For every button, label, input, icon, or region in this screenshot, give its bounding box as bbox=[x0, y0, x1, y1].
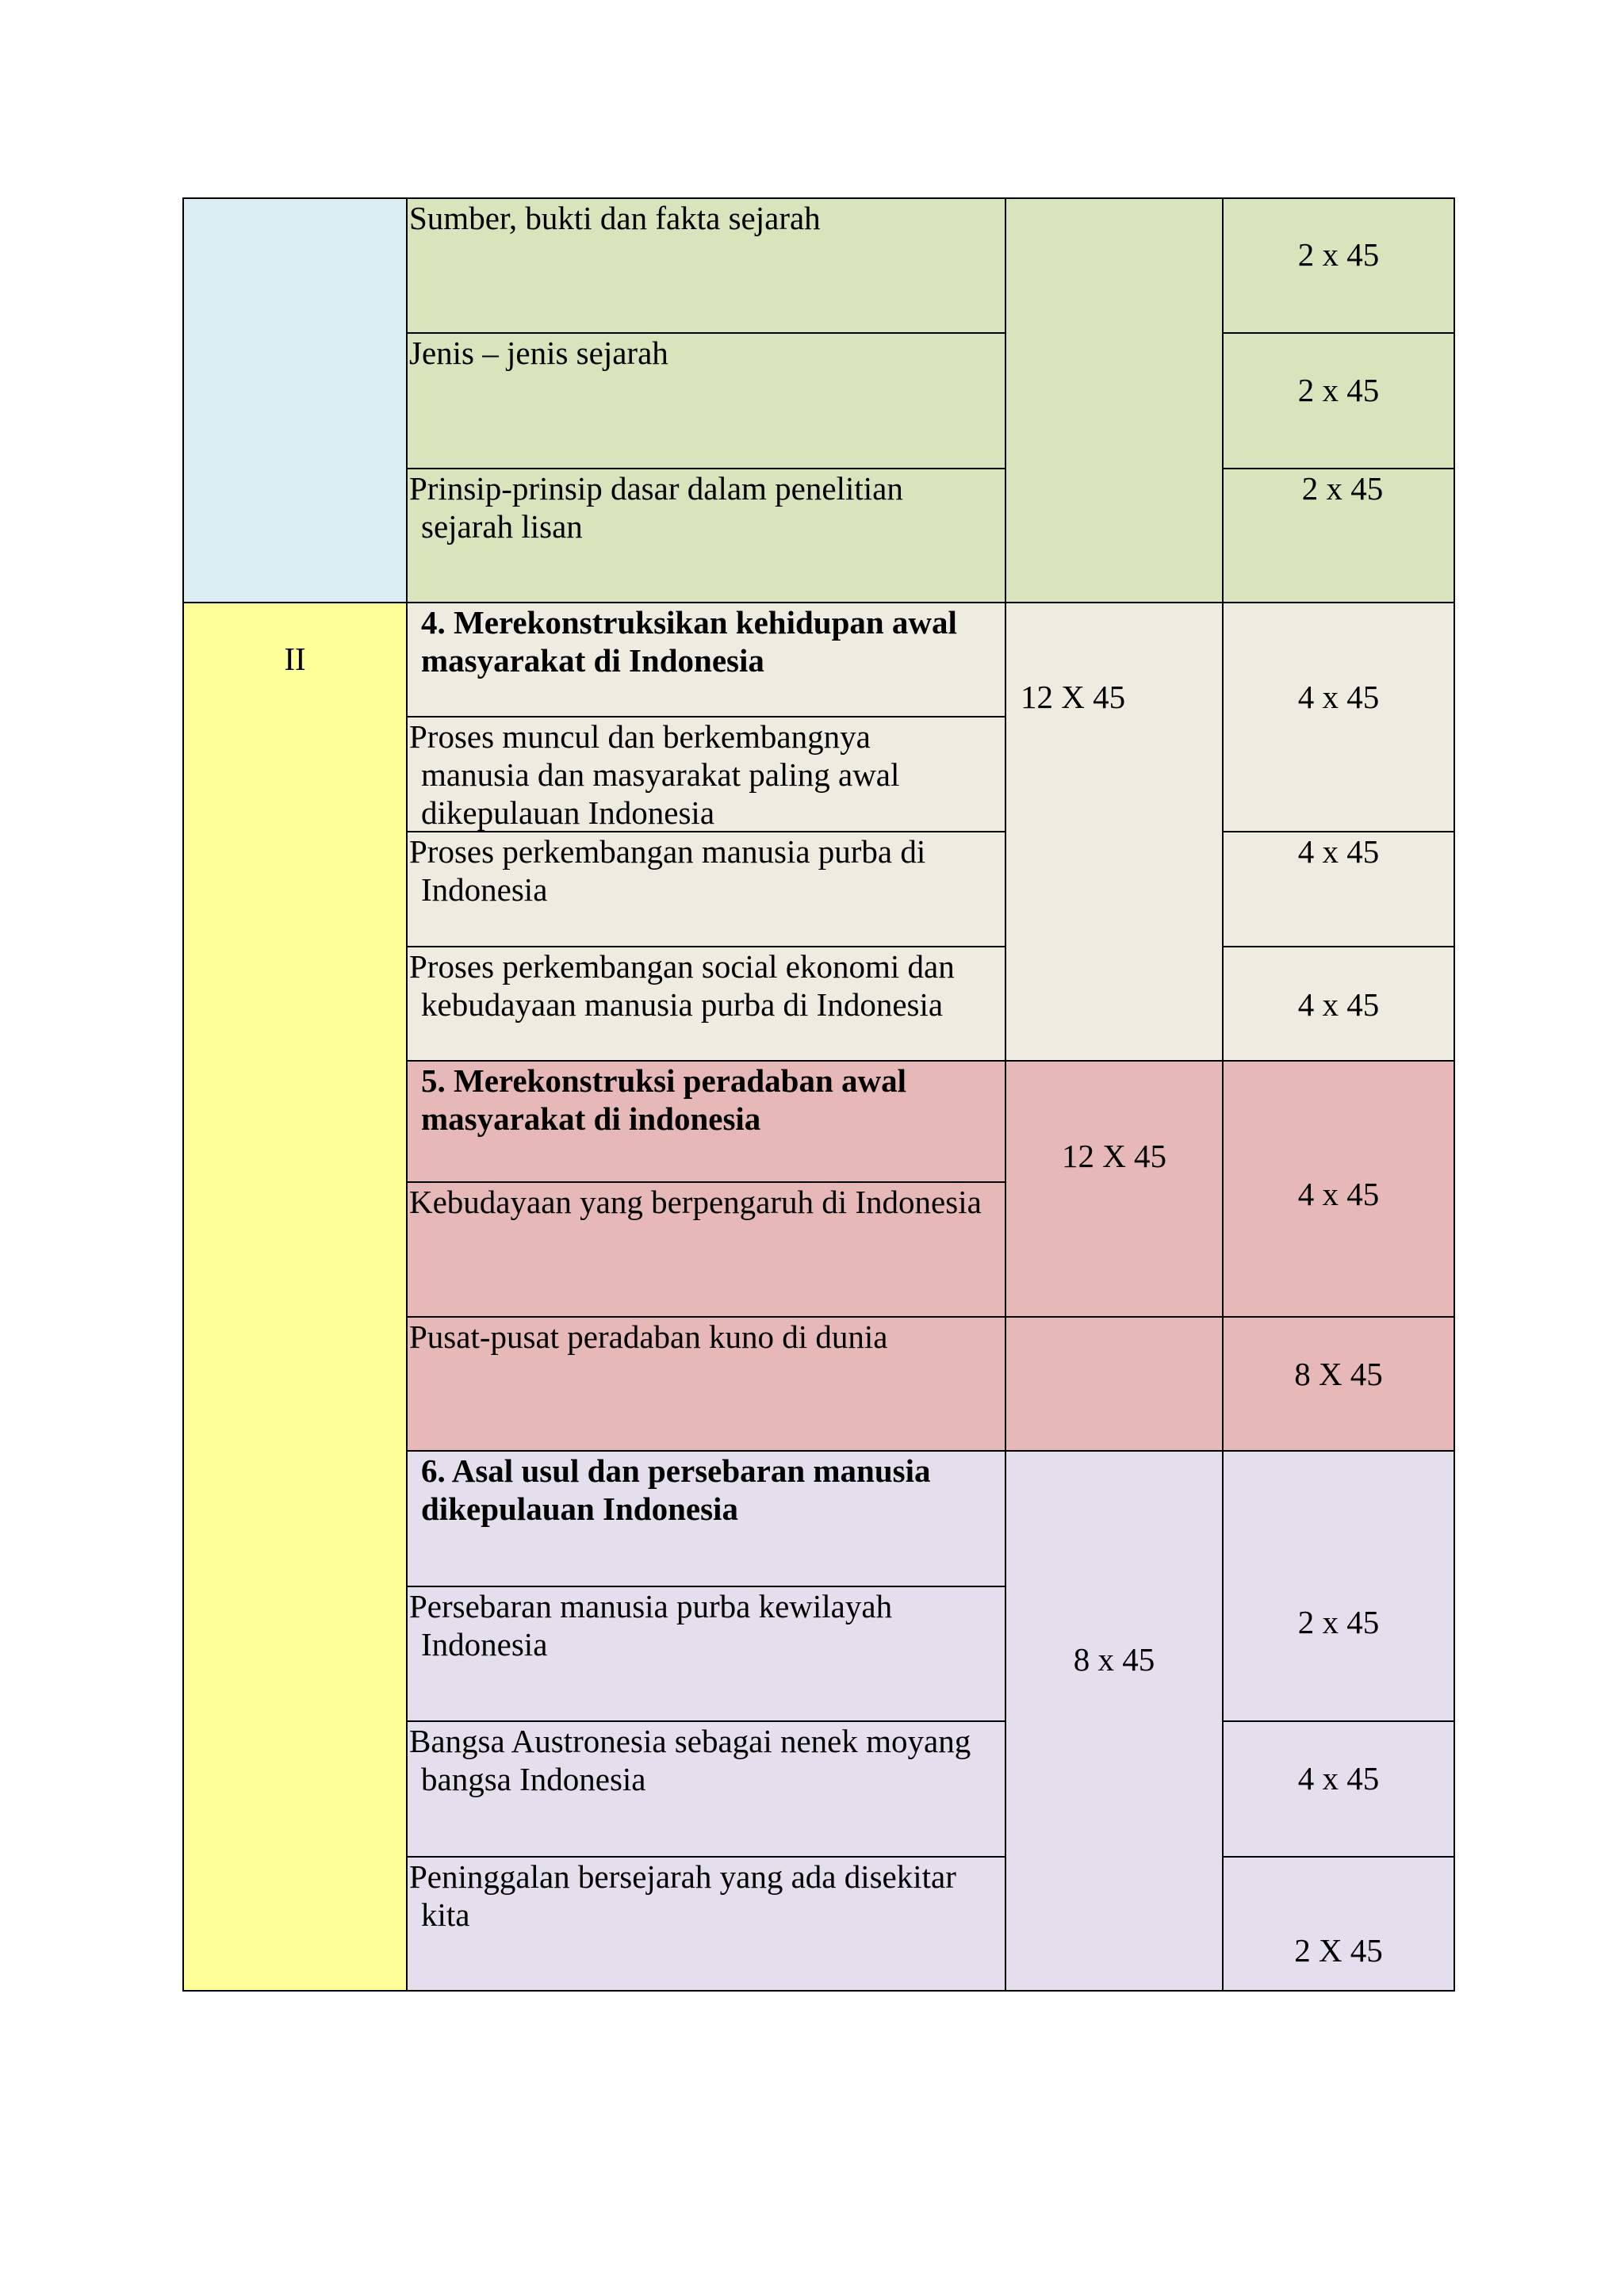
section-heading-text: 4. Merekonstruksikan kehidupan awal masyarakat di Indonesia bbox=[421, 604, 957, 679]
total-time-text: 12 X 45 bbox=[1021, 679, 1126, 715]
time-allocation-text: 2 X 45 bbox=[1294, 1932, 1383, 1969]
semester-cell bbox=[182, 602, 408, 1992]
topic-cell bbox=[406, 1316, 1006, 1452]
section-heading-text: 5. Merekonstruksi peradaban awal masyarakat di indonesia bbox=[421, 1062, 907, 1137]
time-allocation-text: 2 x 45 bbox=[1297, 372, 1380, 408]
topic-cell bbox=[406, 716, 1006, 832]
time-allocation-text: 4 x 45 bbox=[1297, 1760, 1380, 1797]
topic-text: Proses muncul dan berkembangnya manusia dan masyarakat paling awal dikepulauan Indonesia bbox=[409, 718, 900, 831]
time-allocation-cell bbox=[1222, 1720, 1455, 1858]
time-allocation-text: 4 x 45 bbox=[1297, 1176, 1380, 1212]
topic-text: Jenis – jenis sejarah bbox=[409, 335, 668, 371]
time-allocation-text: 2 x 45 bbox=[1301, 470, 1384, 507]
time-allocation-text: 4 x 45 bbox=[1297, 679, 1380, 715]
topic-cell bbox=[406, 332, 1006, 469]
time-allocation-cell bbox=[1222, 946, 1455, 1062]
total-time-cell bbox=[1005, 1060, 1224, 1318]
topic-text: Proses perkembangan social ekonomi dan kebudayaan manusia purba di Indonesia bbox=[409, 948, 955, 1023]
time-allocation-cell bbox=[1222, 468, 1455, 603]
total-time-cell bbox=[1005, 1316, 1224, 1452]
topic-text: Sumber, bukti dan fakta sejarah bbox=[409, 200, 821, 236]
section-heading-cell bbox=[406, 602, 1006, 718]
topic-cell bbox=[406, 1181, 1006, 1318]
topic-cell bbox=[406, 1586, 1006, 1722]
time-allocation-cell bbox=[1222, 831, 1455, 947]
total-time-cell bbox=[1005, 197, 1224, 603]
topic-text: Peninggalan bersejarah yang ada disekitar kita bbox=[409, 1858, 956, 1933]
topic-cell bbox=[406, 1720, 1006, 1858]
time-allocation-text: 2 x 45 bbox=[1297, 1604, 1380, 1640]
topic-text: Pusat-pusat peradaban kuno di dunia bbox=[409, 1318, 888, 1355]
topic-text: Persebaran manusia purba kewilayah Indonesia bbox=[409, 1588, 893, 1663]
time-allocation-cell bbox=[1222, 332, 1455, 469]
time-allocation-text: 8 X 45 bbox=[1294, 1356, 1383, 1392]
total-time-cell bbox=[1005, 602, 1224, 1062]
section-heading-text: 6. Asal usul dan persebaran manusia dikepulauan Indonesia bbox=[421, 1452, 931, 1527]
topic-cell bbox=[406, 946, 1006, 1062]
time-allocation-cell bbox=[1222, 602, 1455, 832]
total-time-text: 8 x 45 bbox=[1073, 1641, 1155, 1678]
time-allocation-cell bbox=[1222, 1060, 1455, 1318]
topic-cell bbox=[406, 197, 1006, 334]
time-allocation-cell bbox=[1222, 197, 1455, 334]
time-allocation-cell bbox=[1222, 1450, 1455, 1722]
time-allocation-text: 4 x 45 bbox=[1297, 986, 1380, 1023]
total-time-cell bbox=[1005, 1450, 1224, 1992]
time-allocation-text: 2 x 45 bbox=[1297, 236, 1380, 273]
topic-text: Prinsip-prinsip dasar dalam penelitian sejarah lisan bbox=[409, 470, 903, 545]
section-heading-cell bbox=[406, 1060, 1006, 1183]
topic-text: Kebudayaan yang berpengaruh di Indonesia bbox=[409, 1184, 982, 1220]
topic-cell bbox=[406, 1856, 1006, 1992]
time-allocation-cell bbox=[1222, 1316, 1455, 1452]
total-time-text: 12 X 45 bbox=[1061, 1138, 1167, 1174]
semester-cell-blank bbox=[182, 197, 408, 603]
time-allocation-text: 4 x 45 bbox=[1297, 833, 1380, 870]
topic-text: Bangsa Austronesia sebagai nenek moyang bangsa Indonesia bbox=[409, 1723, 971, 1797]
semester-label: II bbox=[284, 641, 306, 677]
section-heading-cell bbox=[406, 1450, 1006, 1587]
time-allocation-cell bbox=[1222, 1856, 1455, 1992]
topic-cell bbox=[406, 468, 1006, 603]
topic-cell bbox=[406, 831, 1006, 947]
topic-text: Proses perkembangan manusia purba di Indonesia bbox=[409, 833, 926, 908]
